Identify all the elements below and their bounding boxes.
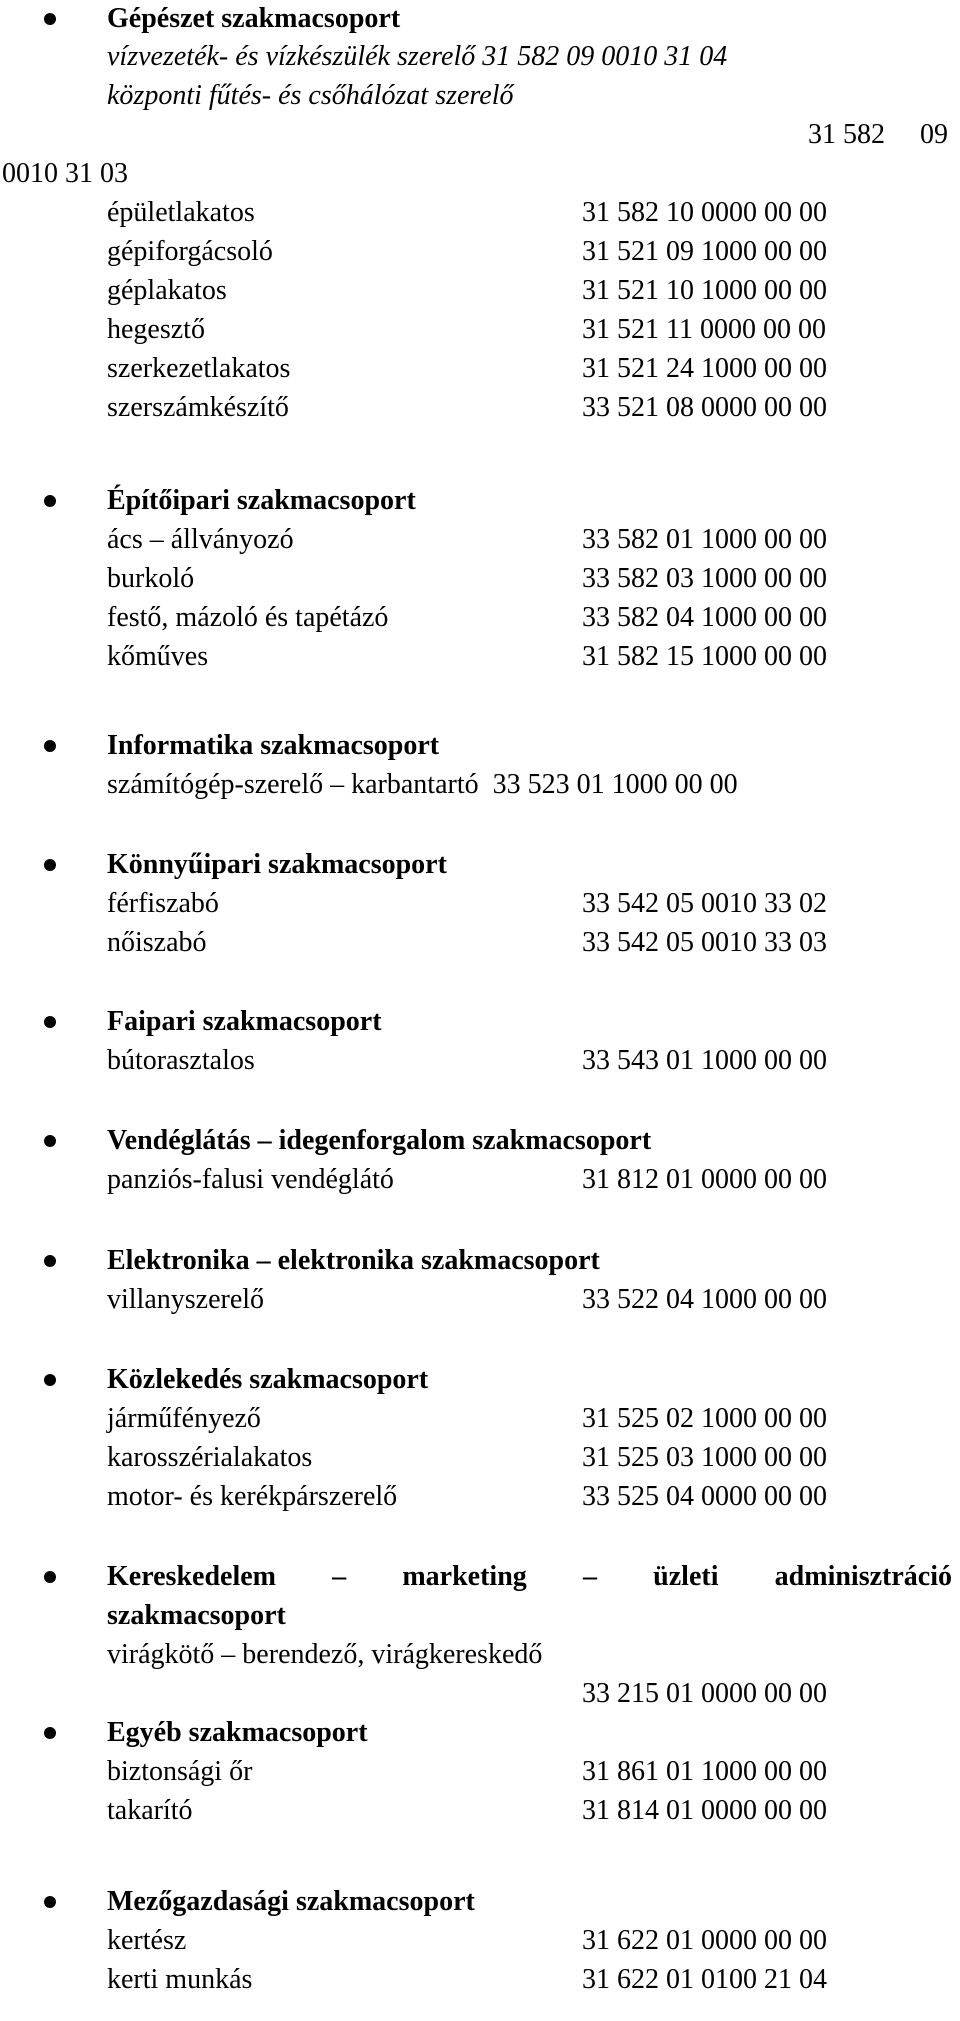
item-name: biztonsági őr xyxy=(107,1756,253,1787)
bullet-icon xyxy=(44,740,56,752)
item-code: 33 542 05 0010 33 03 xyxy=(582,927,827,958)
bullet-icon xyxy=(44,1727,56,1739)
item-code: 33 525 04 0000 00 00 xyxy=(582,1481,827,1512)
section-title: Faipari szakmacsoport xyxy=(107,1006,382,1037)
bullet-icon xyxy=(44,1896,56,1908)
item-name: vízvezeték- és vízkészülék szerelő 31 582 09 0010 31 04 xyxy=(107,41,728,72)
item-name: kerti munkás xyxy=(107,1964,253,1995)
item-code: 31 525 02 1000 00 00 xyxy=(582,1403,827,1434)
item-name: takarító xyxy=(107,1795,193,1826)
item-code: 31 812 01 0000 00 00 xyxy=(582,1164,827,1195)
item-name: szerkezetlakatos xyxy=(107,353,291,384)
item-code: 31 521 09 1000 00 00 xyxy=(582,236,827,267)
bullet-icon xyxy=(44,1135,56,1147)
item-code: 0010 31 03 xyxy=(2,158,128,189)
item-name: villanyszerelő xyxy=(107,1284,265,1315)
bullet-icon xyxy=(44,1016,56,1028)
section-title: Elektronika – elektronika szakmacsoport xyxy=(107,1245,600,1276)
item-name: bútorasztalos xyxy=(107,1045,255,1076)
item-name: központi fűtés- és csőhálózat szerelő xyxy=(107,80,514,111)
item-name: kőműves xyxy=(107,641,209,672)
item-name: épületlakatos xyxy=(107,197,255,228)
section-title xyxy=(107,1558,952,1596)
item-name: hegesztő xyxy=(107,314,205,345)
item-name: kertész xyxy=(107,1925,187,1956)
item-name: virágkötő – berendező, virágkereskedő xyxy=(107,1639,543,1670)
item-name: nőiszabó xyxy=(107,927,207,958)
item-code: 31 582 15 1000 00 00 xyxy=(582,641,827,672)
item-code: 31 525 03 1000 00 00 xyxy=(582,1442,827,1473)
item-name: számítógép-szerelő – karbantartó 33 523 01 1000 00 00 xyxy=(107,769,738,800)
section-title: Informatika szakmacsoport xyxy=(107,730,440,761)
item-code: 31 582 10 0000 00 00 xyxy=(582,197,827,228)
item-name: gépiforgácsoló xyxy=(107,236,273,267)
item-code: 31 622 01 0100 21 04 xyxy=(582,1964,827,1995)
item-code: 31 521 10 1000 00 00 xyxy=(582,275,827,306)
item-code: 31 622 01 0000 00 00 xyxy=(582,1925,827,1956)
section-title: Könnyűipari szakmacsoport xyxy=(107,849,447,880)
title-word: – xyxy=(332,1561,347,1592)
item-name: férfiszabó xyxy=(107,888,219,919)
item-code: 31 582 09 xyxy=(808,119,948,150)
item-code: 33 582 01 1000 00 00 xyxy=(582,524,827,555)
section-title: Mezőgazdasági szakmacsoport xyxy=(107,1886,475,1917)
item-name: festő, mázoló és tapétázó xyxy=(107,602,389,633)
title-word: üzleti xyxy=(653,1561,719,1592)
item-name: ács – állványozó xyxy=(107,524,294,555)
bullet-icon xyxy=(44,859,56,871)
item-code: 33 542 05 0010 33 02 xyxy=(582,888,827,919)
title-word: – xyxy=(582,1561,597,1592)
item-code: 33 582 03 1000 00 00 xyxy=(582,563,827,594)
section-title: Egyéb szakmacsoport xyxy=(107,1717,368,1748)
item-code: 33 215 01 0000 00 00 xyxy=(582,1678,827,1709)
title-word: adminisztráció xyxy=(774,1561,952,1592)
title-word: marketing xyxy=(402,1561,527,1592)
bullet-icon xyxy=(44,1255,56,1267)
item-name: szerszámkészítő xyxy=(107,392,289,423)
section-title: Építőipari szakmacsoport xyxy=(107,485,416,516)
item-code: 31 814 01 0000 00 00 xyxy=(582,1795,827,1826)
bullet-icon xyxy=(44,13,56,25)
item-code: 33 521 08 0000 00 00 xyxy=(582,392,827,423)
item-code: 33 582 04 1000 00 00 xyxy=(582,602,827,633)
item-code: 33 522 04 1000 00 00 xyxy=(582,1284,827,1315)
item-code: 31 521 24 1000 00 00 xyxy=(582,353,827,384)
bullet-icon xyxy=(44,495,56,507)
item-name: motor- és kerékpárszerelő xyxy=(107,1481,398,1512)
title-word: Kereskedelem xyxy=(107,1561,276,1592)
item-name: panziós-falusi vendéglátó xyxy=(107,1164,394,1195)
section-title: Vendéglátás – idegenforgalom szakmacsoport xyxy=(107,1125,652,1156)
item-name: járműfényező xyxy=(107,1403,261,1434)
section-title: Közlekedés szakmacsoport xyxy=(107,1364,429,1395)
section-title-continued: szakmacsoport xyxy=(107,1600,286,1631)
bullet-icon xyxy=(44,1374,56,1386)
bullet-icon xyxy=(44,1571,56,1583)
item-name: burkoló xyxy=(107,563,195,594)
item-code: 33 543 01 1000 00 00 xyxy=(582,1045,827,1076)
section-title: Gépészet szakmacsoport xyxy=(107,3,401,34)
item-name: géplakatos xyxy=(107,275,227,306)
item-code: 31 521 11 0000 00 00 xyxy=(582,314,826,345)
item-name: karosszérialakatos xyxy=(107,1442,313,1473)
item-code: 31 861 01 1000 00 00 xyxy=(582,1756,827,1787)
